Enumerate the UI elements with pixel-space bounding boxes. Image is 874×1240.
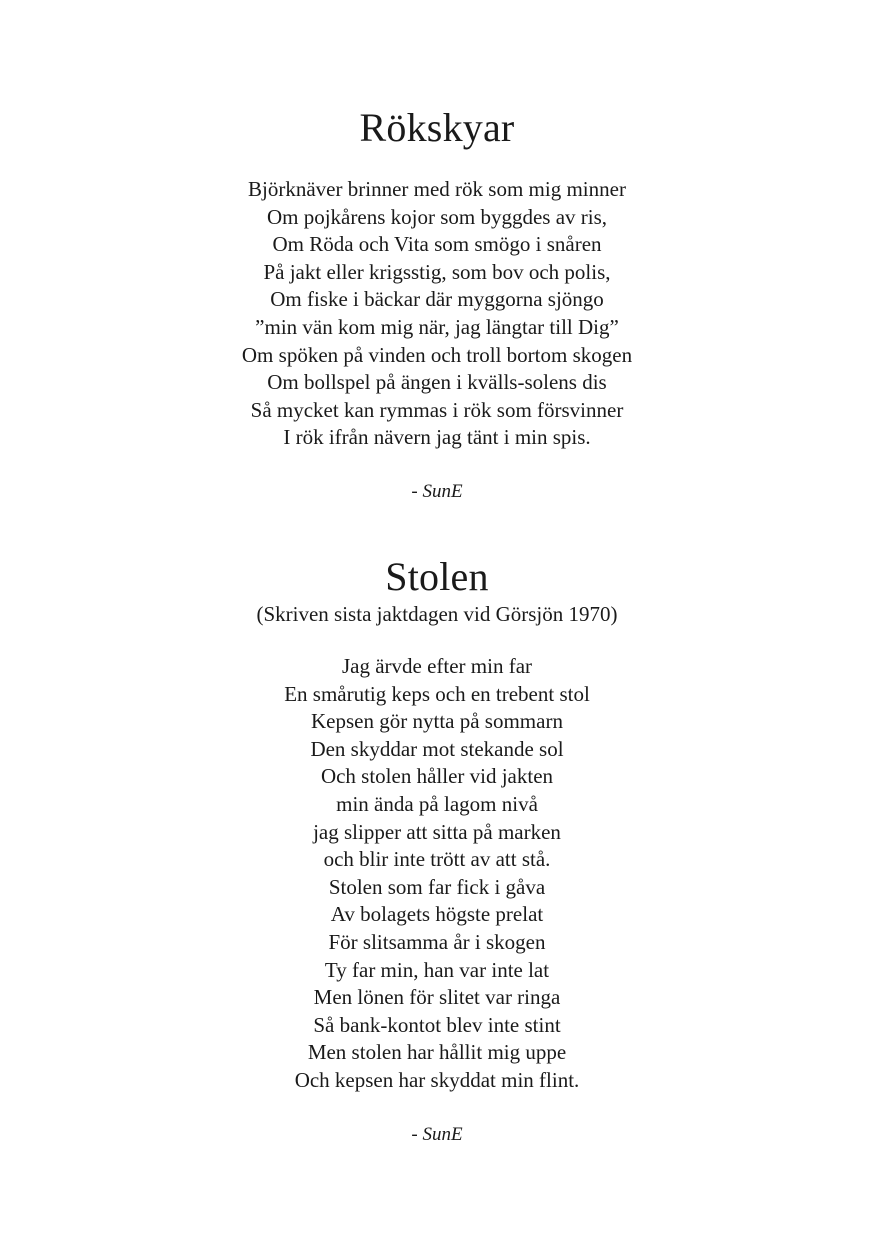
- poem-line: Om pojkårens kojor som byggdes av ris,: [266, 204, 608, 229]
- poem-line: Den skyddar mot stekande sol: [310, 736, 564, 761]
- poem-signature: [0, 1122, 874, 1148]
- poem-line: Om spöken på vinden och troll bortom skogen: [241, 342, 633, 367]
- poem-title: Stolen: [385, 554, 489, 599]
- poem-line: Björknäver brinner med rök som mig minner: [248, 177, 626, 201]
- poem-subtitle: (Skriven sista jaktdagen vid Görsjön 1970): [256, 602, 618, 626]
- poem-line: Men lönen för slitet var ringa: [313, 985, 561, 1010]
- poem-line: Om Röda och Vita som smögo i snåren: [272, 232, 602, 257]
- poem-line: Kepsen gör nytta på sommarn: [311, 709, 563, 734]
- poem-line: jag slipper att sitta på marken: [313, 819, 561, 844]
- poem-line: Så bank-kontot blev inte stint: [313, 1012, 561, 1037]
- poem-line: Och kepsen har skyddat min flint.: [294, 1067, 580, 1092]
- poem-line: En smårutig keps och en trebent stol: [284, 681, 590, 706]
- poem-line: min ända på lagom nivå: [336, 791, 538, 816]
- poem-line: och blir inte trött av att stå.: [323, 847, 551, 872]
- poem-stolen: [0, 553, 874, 1148]
- poem-line: I rök ifrån nävern jag tänt i min spis.: [283, 425, 591, 450]
- poem-stanza: [0, 653, 874, 1095]
- poem-line: Om fiske i bäckar där myggorna sjöngo: [270, 287, 604, 312]
- poem-line: Om bollspel på ängen i kvälls-solens dis: [267, 370, 607, 395]
- poem-line: Och stolen håller vid jakten: [320, 764, 554, 789]
- poem-line: Så mycket kan rymmas i rök som försvinner: [250, 397, 624, 422]
- poem-line: På jakt eller krigsstig, som bov och polis,: [263, 259, 611, 284]
- poem-line: För slitsamma år i skogen: [328, 929, 546, 954]
- poem-line: Stolen som far fick i gåva: [328, 874, 546, 899]
- poem-line: Men stolen har hållit mig uppe: [307, 1040, 567, 1065]
- signature-name: SunE: [422, 1123, 463, 1145]
- poem-roksky ar: [0, 104, 874, 505]
- signature-dash: -: [411, 1123, 423, 1145]
- poem-line: ”min vän kom mig när, jag längtar till Dig”: [255, 314, 619, 339]
- poem-stanza: [0, 176, 874, 452]
- poem-line: Ty far min, han var inte lat: [324, 957, 550, 982]
- signature-dash: -: [411, 480, 423, 502]
- poem-line: Jag ärvde efter min far: [341, 654, 533, 678]
- poem-line: Av bolagets högste prelat: [330, 902, 544, 927]
- signature-name: SunE: [422, 480, 463, 502]
- poem-signature: [0, 479, 874, 505]
- poem-title: Rökskyar: [359, 105, 515, 150]
